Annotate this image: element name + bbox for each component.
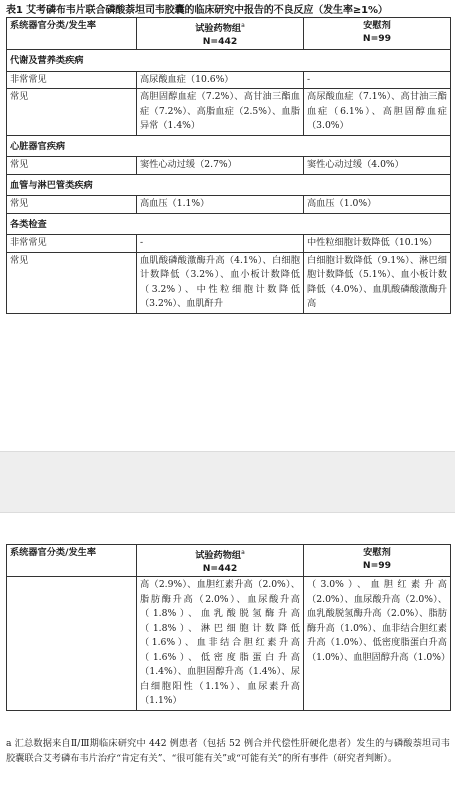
drug-group-cell: 高（2.9%）、血胆红素升高（2.0%）、脂肪酶升高（2.0%）、血尿酸升高（1.8%）、血乳酸脱氢酶升高（1.8%）、淋巴细胞计数降低（1.6%）、血非结合胆红素升高（1.6%）、低密度脂蛋白升高（1.4%）、血胆固醇升高（1.4%）、尿白细胞阳性（1.1%）、血尿素升高（1.1%） [137, 577, 304, 711]
section-label: 心脏器官疾病 [7, 135, 451, 157]
placebo-cell: 窦性心动过缓（4.0%） [304, 157, 451, 175]
header-soc-frequency: 系统器官分类/发生率 [7, 18, 137, 50]
frequency-cell: 常见 [7, 252, 137, 313]
placebo-cell: - [304, 71, 451, 89]
table-title: 表1 艾考磷布韦片联合磷酸萘坦司韦胶囊的临床研究中报告的不良反应（发生率≥1%） [6, 5, 388, 16]
frequency-cell: 常见 [7, 157, 137, 175]
section-row-cardiac [7, 135, 451, 157]
frequency-cell [7, 577, 137, 711]
section-label: 血管与淋巴管类疾病 [7, 174, 451, 196]
header-trial-drug-group [137, 18, 304, 50]
header-placebo-label: 安慰剂 [363, 20, 391, 31]
frequency-cell: 非常常见 [7, 71, 137, 89]
frequency-cell: 常见 [7, 89, 137, 136]
header-drug-label: 试验药物组 [195, 550, 242, 562]
table-row [7, 252, 451, 313]
header-drug-n: N=442 [202, 36, 238, 48]
placebo-cell: 高尿酸血症（7.1%）、高甘油三酯血症（6.1%）、高胆固醇血症（3.0%） [304, 89, 451, 136]
adverse-reactions-table [6, 17, 451, 314]
table-row [7, 71, 451, 89]
section-label: 代谢及营养类疾病 [7, 50, 451, 72]
header-drug-label: 试验药物组 [195, 23, 242, 35]
header-soc-frequency: 系统器官分类/发生率 [7, 545, 137, 577]
drug-group-cell: 高尿酸血症（10.6%） [137, 71, 304, 89]
header-drug-n: N=442 [202, 563, 238, 575]
table-row [7, 577, 451, 711]
table-footnote: a 汇总数据来自Ⅱ/Ⅲ期临床研究中 442 例患者（包括 52 例合并代偿性肝硬化患者）发生的与磷酸萘坦司韦胶囊联合艾考磷布韦片治疗“肯定有关”、“很可能有关”或“可能有关”的所有事件（研究者判断）。 [6, 738, 450, 764]
drug-group-cell: 窦性心动过缓（2.7%） [137, 157, 304, 175]
section-row-investigations [7, 213, 451, 235]
header-trial-drug-group [137, 545, 304, 577]
placebo-cell: 中性粒细胞计数降低（10.1%） [304, 235, 451, 253]
header-placebo-group [304, 18, 451, 50]
frequency-cell: 非常常见 [7, 235, 137, 253]
table-row [7, 196, 451, 214]
section-label: 各类检查 [7, 213, 451, 235]
table-row [7, 235, 451, 253]
placebo-cell: （3.0%）、血胆红素升高（2.0%）、血尿酸升高（2.0%）、血乳酸脱氢酶升高（2.0%）、脂肪酶升高（1.0%）、血非结合胆红素升高（1.0%）、低密度脂蛋白升高（1.0%）、血胆固醇升高（1.0%） [304, 577, 451, 711]
section-row-vascular [7, 174, 451, 196]
document-page-2 [0, 513, 455, 789]
section-row-metabolism [7, 50, 451, 72]
footnote-marker: a [241, 549, 245, 556]
table-header-row [7, 545, 451, 577]
drug-group-cell: 血肌酸磷酸激酶升高（4.1%）、白细胞计数降低（3.2%）、血小板计数降低（3.2%）、中性粒细胞计数降低（3.2%）、血肌酐升 [137, 252, 304, 313]
drug-group-cell: 高胆固醇血症（7.2%）、高甘油三酯血症（7.2%）、高脂血症（2.5%）、血脂异常（1.4%） [137, 89, 304, 136]
header-placebo-group [304, 545, 451, 577]
header-placebo-label: 安慰剂 [363, 547, 391, 558]
header-placebo-n: N=99 [362, 33, 392, 44]
table-row [7, 157, 451, 175]
drug-group-cell: - [137, 235, 304, 253]
table-row [7, 89, 451, 136]
placebo-cell: 高血压（1.0%） [304, 196, 451, 214]
adverse-reactions-table-continued [6, 544, 451, 711]
placebo-cell: 白细胞计数降低（9.1%）、淋巴细胞计数降低（5.1%）、血小板计数降低（4.0%）、血肌酸磷酸激酶升高 [304, 252, 451, 313]
footnote-marker: a [241, 22, 245, 29]
header-placebo-n: N=99 [362, 560, 392, 571]
frequency-cell: 常见 [7, 196, 137, 214]
page-separator [0, 451, 455, 513]
table-header-row [7, 18, 451, 50]
drug-group-cell: 高血压（1.1%） [137, 196, 304, 214]
